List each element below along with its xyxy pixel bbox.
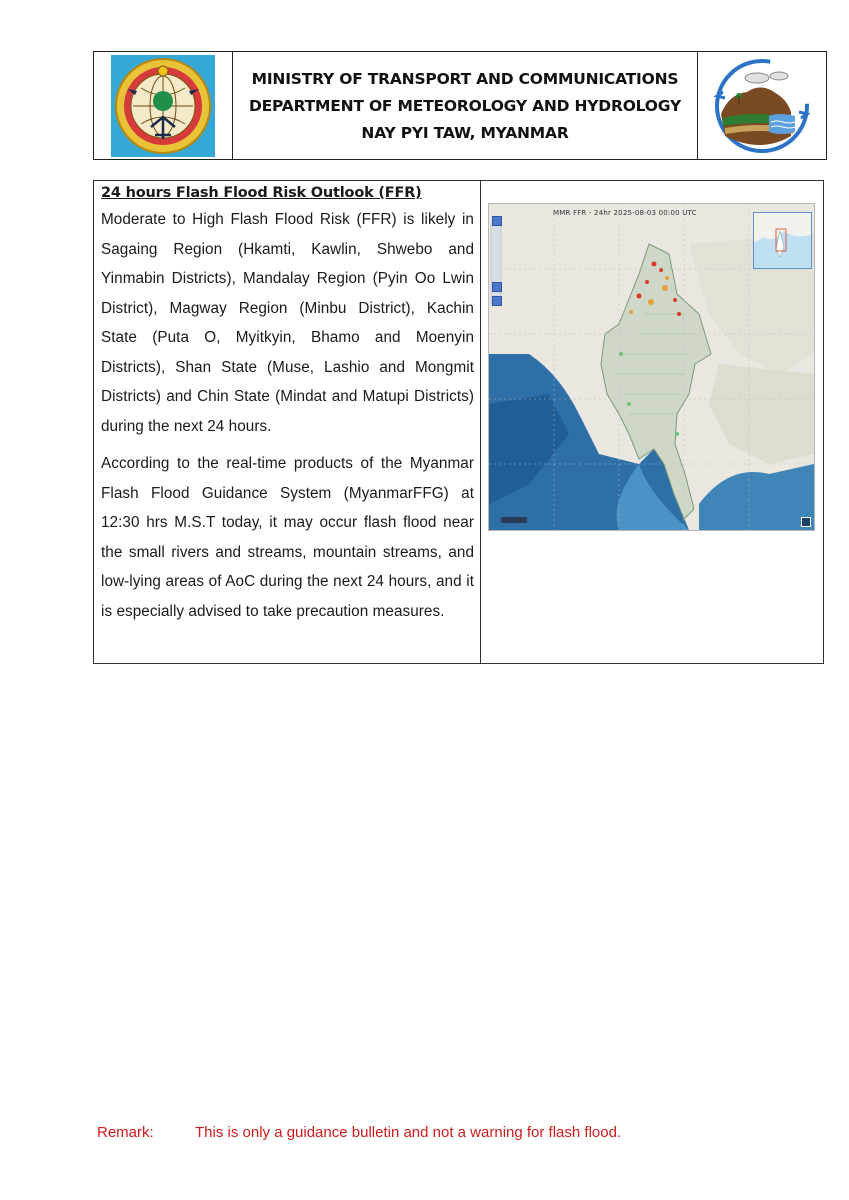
map-cell	[481, 181, 823, 663]
outlook-paragraph: Moderate to High Flash Flood Risk (FFR) is likely in Sagaing Region (Hkamti, Kawlin, Shwebo and Yinmabin Districts), Mandalay Region (Pyin Oo Lwin District), Magway Region (Minbu District), Kachin State (Puta O, Myitkyin, Bhamo and Moenyin Districts), Shan State (Muse, Lashio and Mongmit Districts) and Chin State (Mindat and Matupi Districts) during the next 24 hours.	[101, 211, 474, 435]
bulletin-header	[93, 51, 827, 160]
layer-toggle-button[interactable]	[492, 296, 502, 306]
ffr-map	[488, 203, 815, 531]
scale-bar	[501, 517, 527, 523]
header-titles	[233, 52, 697, 159]
ministry-logo-cell	[94, 52, 233, 159]
ministry-name: MINISTRY OF TRANSPORT AND COMMUNICATIONS	[251, 69, 679, 88]
outlook-text-cell	[94, 181, 481, 663]
ffr-outlook-table	[93, 180, 824, 664]
info-icon[interactable]	[801, 517, 811, 527]
department-logo-cell	[697, 52, 826, 159]
guidance-paragraph: According to the real-time products of the Myanmar Flash Flood Guidance System (MyanmarFFG) at 12:30 hrs M.S.T today, it may occur flash flood near the small rivers and streams, mountain streams, and low-lying areas of AoC during the next 24 hours, and it is especially advised to take precaution measures.	[101, 455, 474, 620]
zoom-out-button[interactable]	[492, 282, 502, 292]
zoom-in-button[interactable]	[492, 216, 502, 226]
overview-inset-graphic	[754, 213, 811, 268]
department-name: DEPARTMENT OF METEOROLOGY AND HYDROLOGY	[249, 96, 681, 115]
section-title: 24 hours Flash Flood Risk Outlook (FFR)	[101, 185, 422, 201]
remark	[97, 1124, 621, 1141]
remark-label: Remark:	[97, 1124, 154, 1141]
location-name: NAY PYI TAW, MYANMAR	[361, 123, 569, 142]
ministry-emblem-icon	[111, 55, 215, 157]
hydrology-cycle-icon	[709, 56, 815, 156]
map-caption: MMR FFR - 24hr 2025-08-03 00:00 UTC	[553, 209, 697, 217]
overview-inset-map	[753, 212, 812, 269]
remark-text: This is only a guidance bulletin and not a warning for flash flood.	[195, 1124, 622, 1141]
